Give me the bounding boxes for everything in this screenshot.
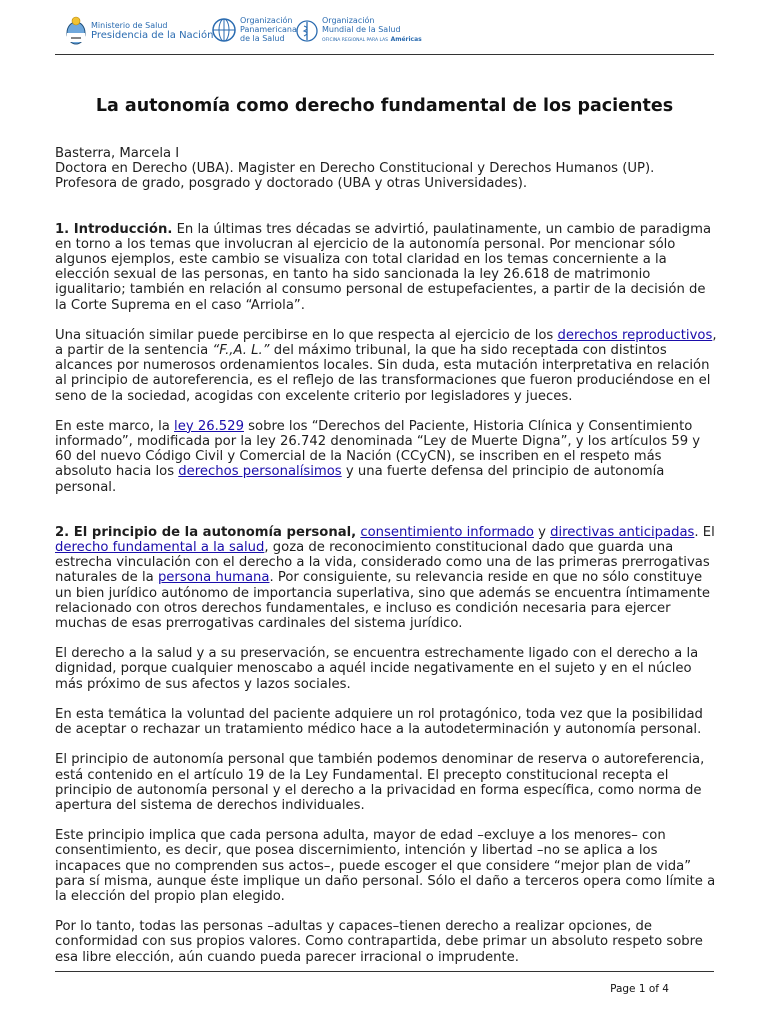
oms-line2: Mundial de la Salud [322, 25, 401, 34]
header-divider [55, 54, 714, 55]
intro-paragraph [55, 222, 717, 313]
paragraph-dignidad: El derecho a la salud y a su preservación, se encuentra estrechamente ligado con el derecho a la dignidad, porque cualquier menoscabo a aquél incide negativamente en el sujeto y en el núcleo más próximo de sus afectos y lazos sociales. [55, 646, 699, 692]
oms-line4: Américas [390, 36, 422, 43]
paragraph-articulo-19: El principio de autonomía personal que también podemos denominar de reserva o autoreferencia, está contenido en el artículo 19 de la Ley Fundamental. El precepto constitucional recepta el principio de autonomía personal y el derecho a la privacidad en forma específica, como norma de apertura del sistema de derechos individuales. [55, 752, 705, 813]
who-emblem-icon [295, 19, 319, 43]
intro-text: En la últimas tres décadas se advirtió, paulatinamente, un cambio de paradigma en torno a los temas que involucran al ejercicio de la autonomía personal. Por mencionar sólo algunos ejemplos, este cambio se visualiza con total claridad en los temas concerniente a la elección sexual de las personas, en tanto ha sido sancionada la ley 26.618 de matrimonio igualitario; también en relación al consumo personal de estupefacientes, a partir de la decisión de la Corte Suprema en el caso “Arriola”. [55, 221, 712, 313]
footer-divider [55, 971, 714, 972]
paragraph-opciones: Por lo tanto, todas las personas –adultas y capaces–tienen derecho a realizar opciones, de conformidad con sus propios valores. Como contrapartida, debe primar un absoluto respeto sobre esa libre elección, aún cuando pueda parecer irracional o imprudente. [55, 919, 703, 965]
section-heading-intro: 1. Introducción. [55, 221, 173, 237]
section-2-paragraph [55, 525, 717, 631]
ops-line1: Organización [240, 16, 293, 25]
author-bio: Doctora en Derecho (UBA). Magister en Derecho Constitucional y Derechos Humanos (UP). Profesora de grado, posgrado y doctorado (UBA y otras Universidades). [55, 161, 655, 192]
paragraph-voluntad-paciente: En esta temática la voluntad del paciente adquiere un rol protagónico, toda vez que la posibilidad de aceptar o rechazar un tratamiento médico hace a la autodeterminación y autonomía personal. [55, 706, 703, 738]
oms-logo [295, 16, 422, 45]
paragraph-reproductive-rights [55, 328, 717, 404]
link-consentimiento-informado[interactable]: consentimiento informado [360, 524, 534, 540]
ops-globe-icon [211, 17, 237, 43]
paragraph-text: En este marco, la [55, 418, 175, 434]
paragraph-text: Una situación similar puede percibirse en lo que respecta al ejercicio de los [55, 327, 558, 343]
paragraph-text: , a partir de la sentencia [55, 327, 717, 359]
paragraph-ley-26529 [55, 419, 717, 495]
paragraph-plan-de-vida: Este principio implica que cada persona adulta, mayor de edad –excluye a los menores– con consentimiento, es decir, que posea discernimiento, intención y libertad –no se aplica a los incapaces que no comprenden sus actos–, puede escoger el que considere “mejor plan de vida” para sí misma, aunque éste implique un daño personal. Sólo el daño a terceros opera como límite a la elección del propio plan elegido. [55, 828, 716, 904]
ministerio-logo [65, 16, 213, 46]
paragraph-text: sobre los “Derechos del Paciente, Historia Clínica y Consentimiento informado”, modificada por la ley 26.742 denominada “Ley de Muerte Digna”, y los artículos 59 y 60 del nuevo Código Civil y Comercial de la Nación (CCyCN), se inscriben en el respeto más absoluto hacia los [55, 418, 701, 480]
oms-line3: OFICINA REGIONAL PARA LAS [322, 38, 389, 43]
case-citation: “F.,A. L.” [212, 343, 270, 359]
ministerio-line2: Presidencia de la Nación [91, 30, 214, 41]
paragraph-text: del máximo tribunal, la que ha sido receptada con distintos alcances por numerosos ordenamientos locales. Sin duda, esta mutación interpretativa en relación al principio de autoreferencia, es el reflejo de las transformaciones que fueron produciéndose en el seno de la sociedad, acogidas con excelente criterio por legisladores y jueces. [55, 343, 711, 404]
section-heading-autonomia: 2. El principio de la autonomía personal, [55, 524, 357, 540]
ops-logo [211, 16, 297, 43]
document-body [55, 146, 717, 965]
page-number: Page 1 of 4 [610, 983, 669, 995]
link-ley-26529[interactable]: ley 26.529 [174, 418, 244, 434]
ops-line3: de la Salud [240, 34, 285, 43]
paragraph-text: . El [694, 524, 715, 540]
link-derechos-reproductivos[interactable]: derechos reproductivos [557, 327, 713, 343]
ministerio-line1: Ministerio de Salud [91, 21, 168, 30]
page-header [55, 16, 715, 56]
paragraph-text: . Por consiguiente, su relevancia reside en que no sólo constituye un bien jurídico autónomo de importancia superlativa, sino que además se encuentra íntimamente relacionado con otros derechos fundamentales, e incluso es condición necesaria para ejercer muchas de esas prerrogativas cardinales del sistema jurídico. [55, 570, 711, 632]
paragraph-text: , goza de reconocimiento constitucional dado que guarda una estrecha vinculación con el derecho a la vida, considerado como una de las primeras prerrogativas naturales de la [55, 540, 710, 586]
argentina-coat-of-arms-icon [65, 16, 87, 46]
link-derecho-fundamental-salud[interactable]: derecho fundamental a la salud [55, 540, 265, 556]
page-title: La autonomía como derecho fundamental de los pacientes [95, 96, 674, 116]
paragraph-text: y [533, 524, 551, 540]
link-persona-humana[interactable]: persona humana [157, 570, 270, 586]
oms-line1: Organización [322, 16, 375, 25]
author-name: Basterra, Marcela I [55, 146, 180, 161]
link-directivas-anticipadas[interactable]: directivas anticipadas [550, 524, 695, 540]
link-derechos-personalisimos[interactable]: derechos personalísimos [178, 464, 342, 480]
paragraph-text: y una fuerte defensa del principio de autonomía personal. [55, 464, 665, 495]
ops-line2: Panamericana [240, 25, 297, 34]
